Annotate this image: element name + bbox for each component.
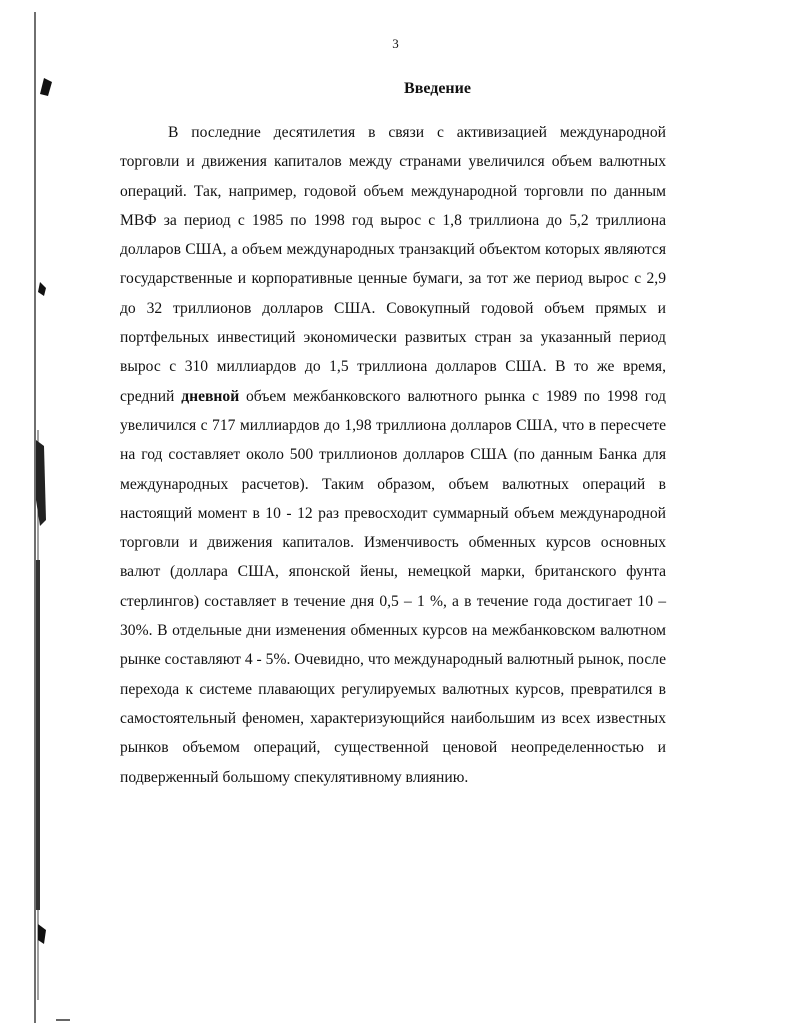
punch-hole-mark-upper — [38, 282, 46, 296]
page-number: 3 — [392, 36, 399, 51]
body-text-emphasis: дневной — [181, 387, 240, 405]
body-text-part-2: объем межбанковского валютного рынка с 1989 по 1998 год увеличился с 717 миллиардов до 1,98 триллиона долларов США, что в пересчете на год составляет около 500 триллионов долларов США (по данным Банка для международных расчетов). Таким образом, объем валютных операций в настоящий момент в 10 - 12 раз превосходит суммарный объем международной торговли и движения капиталов. Изменчивость обменных курсов основных валют (доллара США, японской йены, немецкой марки, британского фунта стерлингов) составляет в течение дня 0,5 – 1 %, а в течение года достигает 10 – 30%. В отдельные дни изменения обменных курсов на межбанковском валютном рынке составляют 4 - 5%. Очевидно, что международный валютный рынок, после перехода к системе плавающих регулируемых валютных курсов, превратился в самостоятельный феномен, характеризующийся наибольшим из всех известных рынков объемом операций, существенной ценовой неопределенностью и подверженный большому спекулятивному влиянию. — [120, 387, 666, 786]
scan-binding-edge — [0, 0, 70, 1023]
body-paragraph — [120, 118, 666, 792]
body-text-part-1: В последние десятилетия в связи с активизацией международной торговли и движения капиталов между странами увеличился объем валютных операций. Так, например, годовой объем международной торговли по данным МВФ за период с 1985 по 1998 год вырос с 1,8 триллиона до 5,2 триллиона долларов США, а объем международных транзакций объектом которых являются государственные и корпоративные ценные бумаги, за тот же период вырос с 2,9 до 32 триллионов долларов США. Совокупный годовой объем прямых и портфельных инвестиций экономически развитых стран за указанный период вырос с 310 миллиардов до 1,5 триллиона долларов США. В то же время, средний — [120, 124, 666, 405]
section-heading: Введение — [404, 80, 471, 97]
punch-hole-mark-bottom — [38, 924, 46, 944]
scan-shadow-mark-long — [36, 560, 40, 910]
